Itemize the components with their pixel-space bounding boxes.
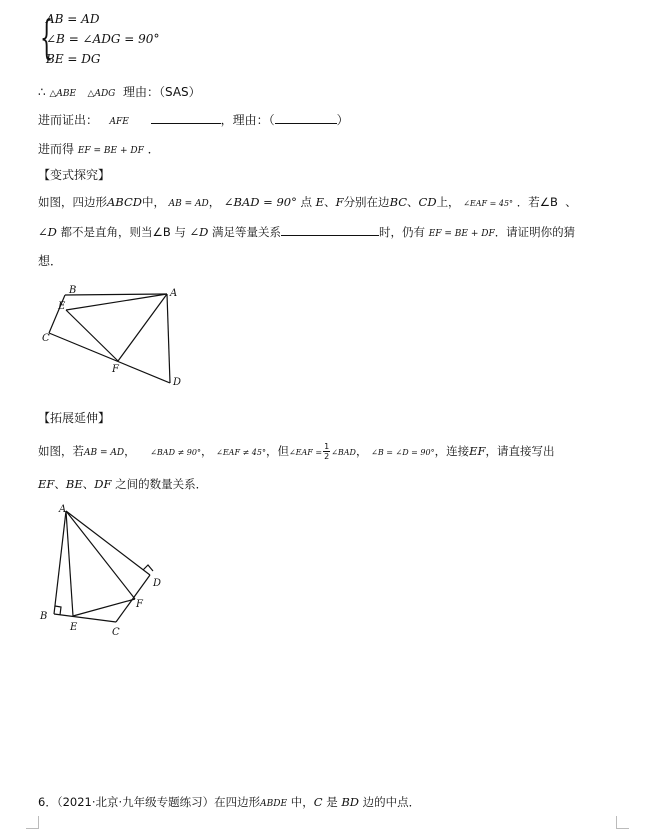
el1-angle-bad: ∠BAD ≠ 90° (150, 448, 201, 457)
vl1-t17: ．若∠B (516, 195, 558, 209)
el2-be: BE (65, 477, 83, 491)
fig1-edge-ef (66, 310, 118, 361)
triangle-adg: △ADG (87, 89, 116, 99)
fig2-edge-ae (66, 511, 73, 616)
vl1-e: E (315, 195, 325, 209)
el1-angle-eaf-eq: ∠EAF = (288, 448, 323, 457)
vl1-angle-eaf: ∠EAF = 45° (463, 199, 514, 208)
fig1-edge-ba (65, 294, 167, 295)
vl1-cd: CD (418, 195, 437, 209)
variant-answer-blank[interactable] (281, 223, 379, 236)
el1-t16: ，请直接写出 (485, 444, 555, 458)
result-line (38, 140, 160, 157)
el1-t3: ， (124, 444, 136, 458)
proof-line (38, 111, 349, 128)
el1-frac-den: 2 (324, 452, 330, 461)
vl1-t15: 上， (436, 195, 460, 209)
fig2-label-f: F (136, 599, 143, 610)
p6-bd: BD (341, 795, 360, 809)
fig1-label-c: C (42, 333, 50, 344)
fig2-edge-ab (54, 511, 66, 614)
vl2-ef-eq: EF = BE + DF (428, 229, 495, 239)
p6-t1: 6．（2021·北京·九年级专题练习）在四边形 (38, 795, 261, 809)
vl1-angle-bad: ∠BAD = 90° (223, 195, 297, 209)
fig1-label-f: F (112, 364, 119, 375)
p6-quad: ABDE (260, 799, 288, 809)
variant-line-1 (38, 194, 577, 210)
vl1-t9: 、 (324, 195, 336, 209)
el1-t1: 如图，若 (38, 444, 84, 458)
vl1-ab-ad: AB = AD (168, 199, 209, 209)
fig2-edge-bc (54, 614, 116, 622)
fig2-label-e: E (70, 622, 78, 633)
fig2-label-b: B (40, 611, 48, 622)
conclusion-reason: 理由：（SAS） (123, 85, 201, 99)
el2-df: DF (94, 477, 112, 491)
p6-t5: 是 (326, 795, 338, 809)
el1-angles-right: ∠B = ∠D = 90° (371, 448, 435, 457)
fig1-label-a: A (170, 288, 178, 299)
page-corner-mark-left (26, 816, 39, 829)
vl1-t3: 中， (142, 195, 165, 209)
el1-t5: ， (200, 444, 213, 458)
proof-blank-1[interactable] (151, 111, 221, 124)
vl2-t3: 与 (174, 225, 186, 239)
vl1-quad: ABCD (107, 195, 142, 209)
el1-t14: ，连接 (434, 444, 470, 458)
vl2-angle-d: ∠D (38, 225, 57, 239)
p6-t3: 中， (290, 795, 314, 809)
el2-t2: 、 (54, 477, 66, 491)
fig1-edge-af (118, 294, 167, 361)
conclusion-line (38, 83, 201, 100)
vl1-t5: ， (208, 195, 221, 209)
fig2-label-a: A (59, 504, 67, 515)
fig2-label-d: D (153, 578, 162, 589)
el1-t12: ， (355, 444, 368, 458)
proof-blank-2[interactable] (275, 111, 337, 124)
vl1-t13: 、 (407, 195, 419, 209)
el1-t7: ，但 (265, 444, 289, 458)
vl1-t7: 点 (300, 195, 313, 209)
figure-1 (36, 282, 196, 392)
proof-reason-suffix: ） (336, 113, 349, 127)
fig1-edge-ad (167, 294, 170, 383)
vl1-t11: 分别在边 (343, 195, 390, 209)
el1-frac-num: 1 (324, 442, 330, 451)
vl1-t18: 、 (565, 195, 577, 209)
el2-t4: 、 (82, 477, 95, 491)
result-suffix: ． (147, 142, 160, 156)
fig2-edge-ef (73, 599, 135, 616)
therefore-symbol: ∴ (38, 85, 46, 99)
fig2-label-c: C (112, 627, 120, 638)
el1-fraction (323, 442, 330, 461)
variant-line-3: 想． (38, 254, 63, 268)
vl1-f: F (335, 195, 344, 209)
triangle-abe: △ABE (49, 89, 77, 99)
fig1-edge-ae (66, 294, 167, 310)
vl1-bc: BC (389, 195, 408, 209)
page-corner-mark-right (616, 816, 629, 829)
result-expr: EF = BE + DF (77, 146, 144, 156)
p6-t7: 边的中点． (362, 795, 421, 809)
result-prefix: 进而得 (38, 142, 75, 156)
fig1-edge-cd (49, 333, 170, 383)
el2-ef: EF (38, 477, 55, 491)
system-brace: { (40, 10, 54, 64)
variant-line-2 (38, 223, 575, 240)
vl2-t6: 时，仍有 (379, 225, 426, 239)
variant-heading: 【变式探究】 (38, 168, 111, 182)
vl2-t2: 都不是直角，则当∠B (60, 225, 171, 239)
vl1-t1: 如图，四边形 (38, 195, 107, 209)
proof-prefix: 进而证出： (38, 113, 99, 127)
vl2-t5: 满足等量关系 (212, 225, 282, 239)
extension-line-2 (38, 476, 207, 492)
system-eq-1: AB = AD (46, 12, 100, 26)
vl2-angle-d2: ∠D (189, 225, 209, 239)
extension-line-1 (38, 442, 554, 461)
el1-ef: EF (469, 444, 486, 458)
proof-expr: AFE (109, 117, 129, 127)
system-eq-3: BE = DG (46, 52, 101, 66)
fig1-label-b: B (69, 285, 77, 296)
fig1-label-e: E (58, 301, 66, 312)
problem-6-line (38, 794, 420, 810)
el1-angle-bad-2: ∠BAD (331, 448, 356, 457)
fig1-label-d: D (173, 377, 182, 388)
proof-reason-prefix: ，理由：（ (220, 113, 275, 127)
p6-c: C (313, 795, 323, 809)
system-eq-2: ∠B = ∠ADG = 90° (46, 32, 160, 46)
el2-t6: 之间的数量关系． (115, 477, 208, 491)
extension-heading: 【拓展延伸】 (38, 411, 111, 425)
el1-angle-eaf: ∠EAF ≠ 45° (216, 448, 266, 457)
vl2-t8: ．请证明你的猜 (494, 225, 576, 239)
el1-ab-ad: AB = AD (84, 448, 125, 458)
figure-2 (34, 500, 164, 640)
